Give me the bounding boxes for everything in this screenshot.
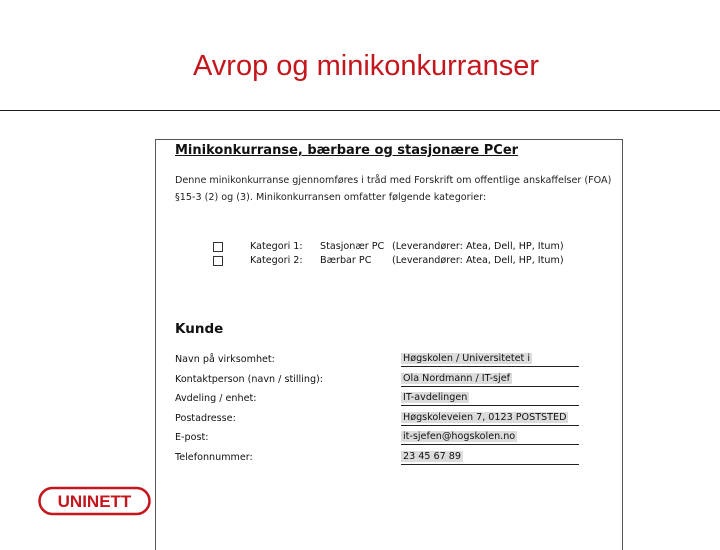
category-1-checkbox[interactable] <box>213 242 223 252</box>
contact-person-field[interactable]: Ola Nordmann / IT-sjef <box>401 372 579 387</box>
category-type: Bærbar PC <box>320 255 372 266</box>
document-page <box>155 139 623 550</box>
category-suppliers: (Leverandører: Atea, Dell, HP, Itum) <box>392 241 564 252</box>
field-label: Kontaktperson (navn / stilling): <box>175 374 324 385</box>
title-divider <box>0 110 720 111</box>
category-2-checkbox[interactable] <box>213 256 223 266</box>
field-label: E-post: <box>175 432 209 443</box>
email-field[interactable]: it-sjefen@hogskolen.no <box>401 430 579 445</box>
slide-title: Avrop og minikonkurranser <box>192 50 540 82</box>
field-label: Navn på virksomhet: <box>175 354 275 365</box>
field-label: Telefonnummer: <box>175 452 253 463</box>
form-row <box>175 452 615 468</box>
form-row <box>175 413 615 429</box>
category-label: Kategori 2: <box>250 255 303 266</box>
phone-field[interactable]: 23 45 67 89 <box>401 450 579 465</box>
document-intro: Denne minikonkurranse gjennomføres i tråd med Forskrift om offentlige anskaffelser (FOA) §15-3 (2) og (3). Minikonkurransen omfatter følgende kategorier: <box>175 175 612 203</box>
category-type: Stasjonær PC <box>320 241 385 252</box>
organization-name-field[interactable]: Høgskolen / Universitetet i <box>401 352 579 367</box>
form-row <box>175 393 615 409</box>
customer-heading: Kunde <box>175 321 224 337</box>
category-suppliers: (Leverandører: Atea, Dell, HP, Itum) <box>392 255 564 266</box>
form-row <box>175 432 615 448</box>
postal-address-field[interactable]: Høgskoleveien 7, 0123 POSTSTED <box>401 411 579 426</box>
category-label: Kategori 1: <box>250 241 303 252</box>
uninett-logo <box>38 486 151 516</box>
form-row <box>175 374 615 390</box>
department-field[interactable]: IT-avdelingen <box>401 391 579 406</box>
svg-text:UNINETT: UNINETT <box>57 492 132 511</box>
document-title: Minikonkurranse, bærbare og stasjonære PCer <box>175 143 519 158</box>
form-row <box>175 354 615 370</box>
field-label: Avdeling / enhet: <box>175 393 257 404</box>
field-label: Postadresse: <box>175 413 236 424</box>
